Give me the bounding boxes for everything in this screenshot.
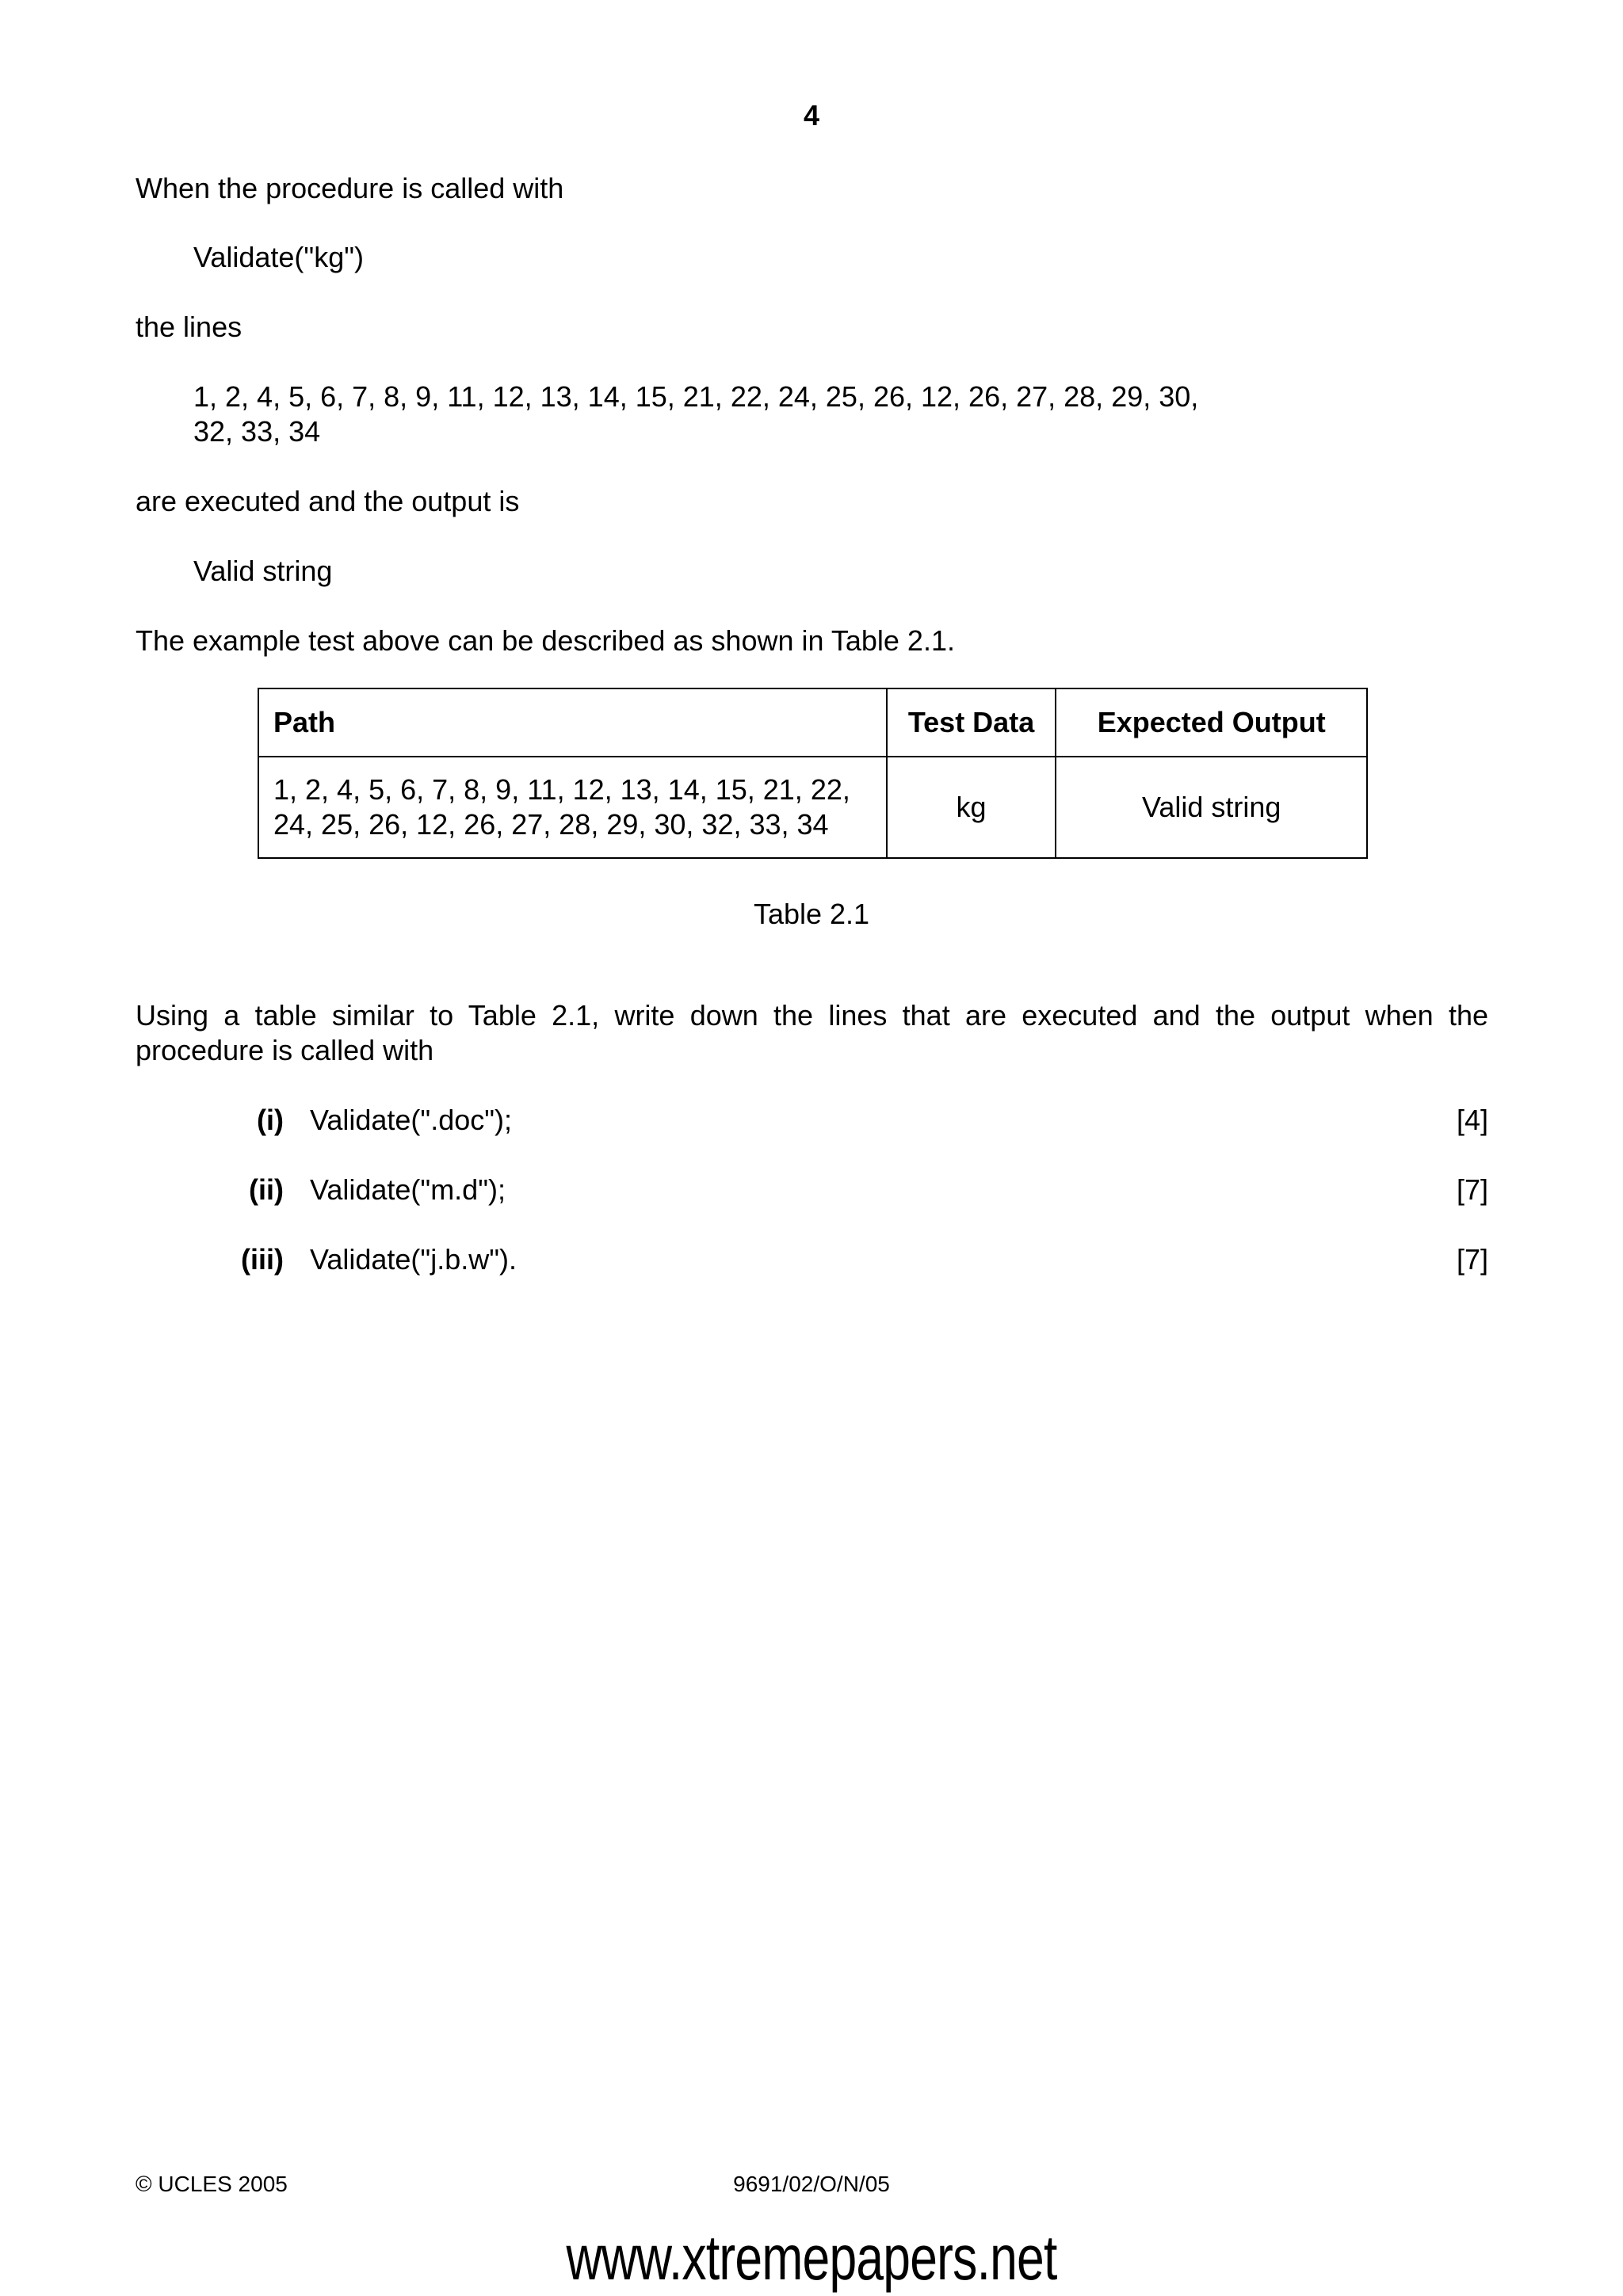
table-row (258, 757, 1367, 858)
part-label: (i) (257, 1104, 284, 1136)
output-intro: are executed and the output is (136, 485, 520, 517)
table-intro: The example test above can be described as shown in Table 2.1. (136, 624, 955, 657)
call-example: Validate("kg") (193, 241, 364, 273)
question-text: Using a table similar to Table 2.1, write down the lines that are executed and the output when the procedure is called with (136, 999, 1488, 1066)
example-test-table (258, 688, 1368, 859)
question-part-iii (136, 1242, 1488, 1277)
header-path: Path (258, 688, 887, 757)
header-test-data: Test Data (887, 688, 1056, 757)
header-expected-output: Expected Output (1056, 688, 1367, 757)
cell-test-data: kg (887, 757, 1056, 858)
output-value: Valid string (193, 555, 333, 587)
executed-lines-line-2: 32, 33, 34 (193, 415, 321, 448)
part-label: (ii) (249, 1173, 284, 1206)
cell-expected-output: Valid string (1056, 757, 1367, 858)
part-label: (iii) (241, 1243, 284, 1276)
footer-copyright: © UCLES 2005 (136, 2172, 288, 2196)
lines-intro: the lines (136, 311, 242, 343)
cell-path-line-1: 1, 2, 4, 5, 6, 7, 8, 9, 11, 12, 13, 14, 15, 21, 22, (273, 773, 850, 806)
part-marks: [7] (1456, 1243, 1488, 1276)
table-caption: Table 2.1 (753, 898, 870, 930)
part-text: Validate(".doc"); (310, 1104, 513, 1136)
part-text: Validate("m.d"); (310, 1173, 506, 1206)
part-marks: [7] (1456, 1173, 1488, 1206)
footer-code: 9691/02/O/N/05 (733, 2172, 890, 2196)
part-text: Validate("j.b.w"). (310, 1243, 517, 1276)
question-part-i (136, 1103, 1488, 1138)
cell-path-line-2: 24, 25, 26, 12, 26, 27, 28, 29, 30, 32, 33, 34 (273, 808, 829, 841)
watermark-url: www.xtremepapers.net (566, 2222, 1057, 2293)
page-number: 4 (803, 99, 820, 132)
part-marks: [4] (1456, 1104, 1488, 1136)
intro-text: When the procedure is called with (136, 172, 564, 204)
question-part-ii (136, 1173, 1488, 1207)
executed-lines-line-1: 1, 2, 4, 5, 6, 7, 8, 9, 11, 12, 13, 14, 15, 21, 22, 24, 25, 26, 12, 26, 27, 28, 29, 30, (193, 380, 1199, 413)
cell-path (258, 757, 887, 858)
table-header-row (258, 688, 1367, 757)
